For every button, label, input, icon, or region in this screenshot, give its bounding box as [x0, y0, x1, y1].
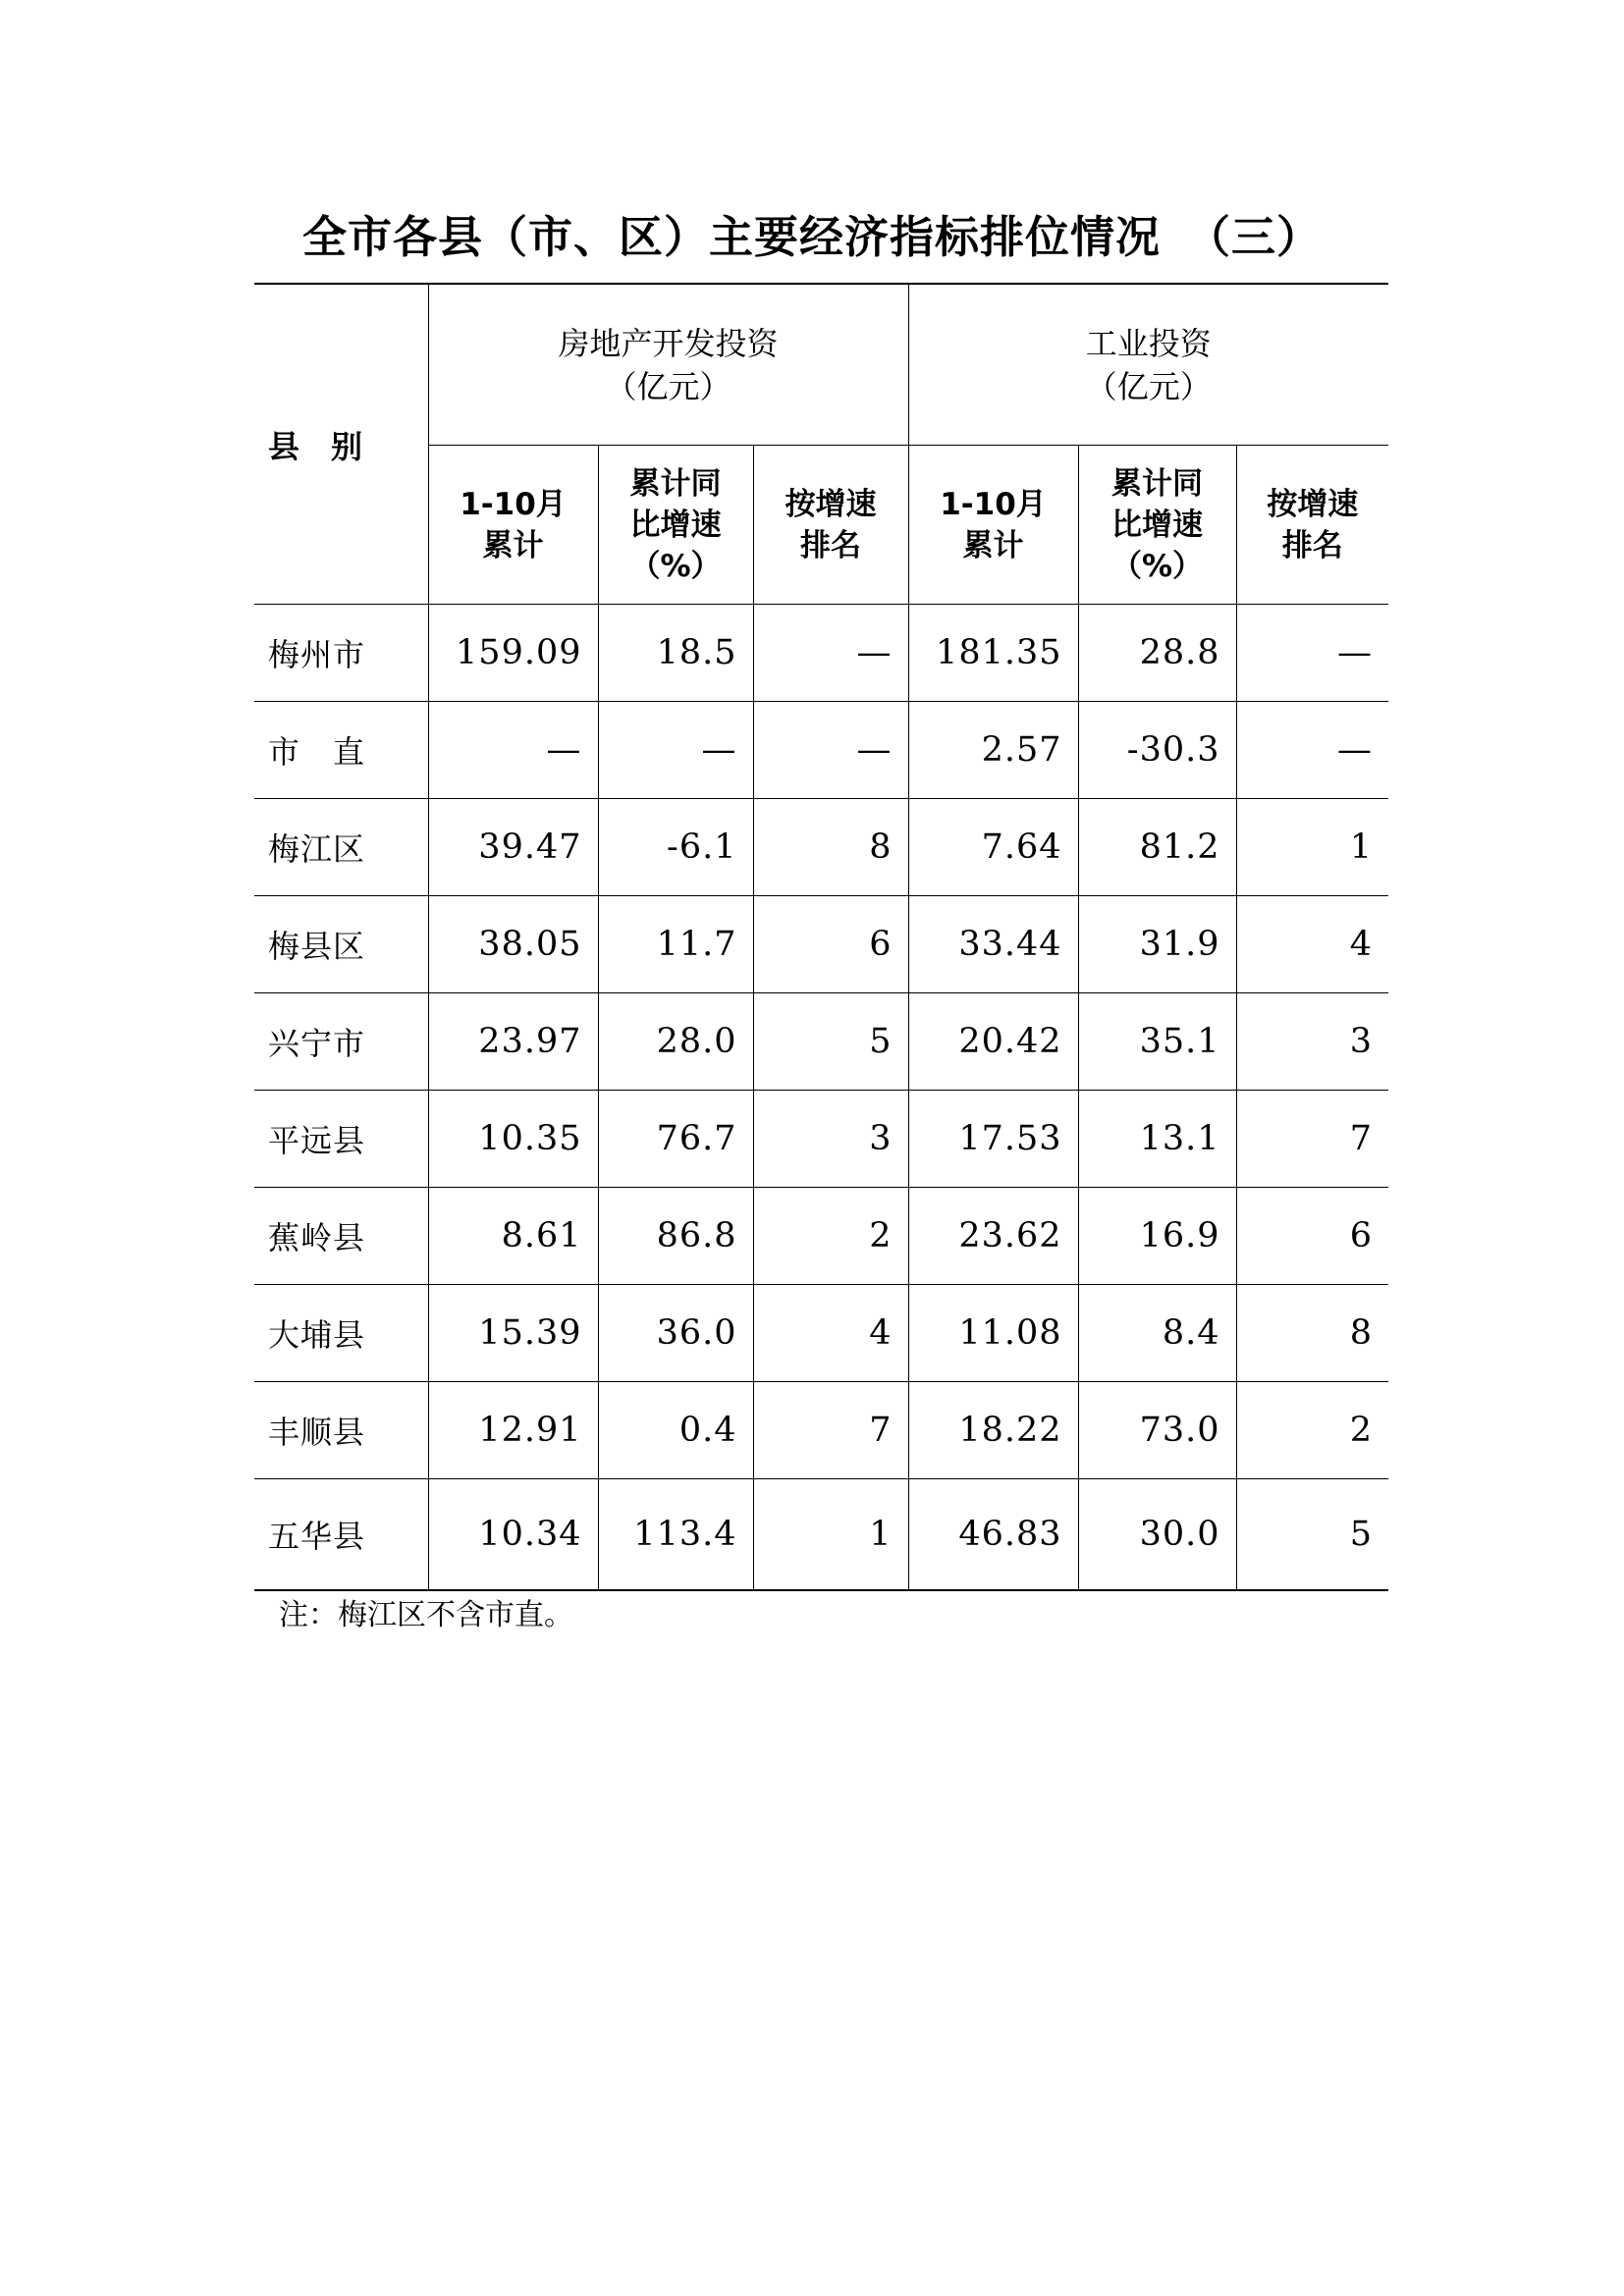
ind-rank-value: 5	[1236, 1479, 1388, 1591]
re-growth-value: —	[598, 702, 753, 799]
sub-header-line: 按增速	[785, 486, 877, 522]
re-cumulative-value: 10.35	[428, 1091, 598, 1188]
re-rank-value: 3	[753, 1091, 908, 1188]
table-row	[254, 993, 1388, 1091]
sub-header-line: 1-10月	[460, 486, 567, 522]
table-row	[254, 1285, 1388, 1382]
sub-header-line: 累计	[482, 527, 544, 563]
table-row	[254, 799, 1388, 896]
county-header-char-2: 别	[331, 427, 365, 465]
ind-rank-value: 8	[1236, 1285, 1388, 1382]
county-name: 蕉岭县	[254, 1188, 428, 1285]
re-rank-value: 4	[753, 1285, 908, 1382]
title-suffix: （三）	[1186, 211, 1323, 263]
page-title	[0, 208, 1624, 267]
sub-header-line: 比增速	[629, 507, 722, 543]
ind-cumulative-value: 17.53	[908, 1091, 1078, 1188]
ind-cumulative-value: 23.62	[908, 1188, 1078, 1285]
county-name: 梅江区	[254, 799, 428, 896]
sub-header-line: 1-10月	[940, 486, 1047, 522]
ind-growth-value: 73.0	[1078, 1382, 1236, 1479]
re-growth-value: -6.1	[598, 799, 753, 896]
re-growth-value: 76.7	[598, 1091, 753, 1188]
ind-growth-value: -30.3	[1078, 702, 1236, 799]
ind-cumulative-value: 46.83	[908, 1479, 1078, 1591]
re-cumulative-value: 10.34	[428, 1479, 598, 1591]
sub-header-line: 累计同	[629, 465, 722, 502]
sub-header-line: 累计	[962, 527, 1024, 563]
ind-growth-value: 28.8	[1078, 605, 1236, 702]
table-row	[254, 1382, 1388, 1479]
sub-header-line: （%）	[629, 548, 722, 584]
ind-growth-value: 30.0	[1078, 1479, 1236, 1591]
re-rank-value: 7	[753, 1382, 908, 1479]
ind-cumulative-value: 11.08	[908, 1285, 1078, 1382]
re-cumulative-value: 8.61	[428, 1188, 598, 1285]
sub-header-line: 累计同	[1111, 465, 1204, 502]
table-footnote: 注：梅江区不含市直。	[279, 1598, 573, 1632]
sub-header-line: 比增速	[1111, 507, 1204, 543]
re-growth-value: 11.7	[598, 896, 753, 993]
ind-rank-value: 6	[1236, 1188, 1388, 1285]
re-growth-value: 36.0	[598, 1285, 753, 1382]
county-column-header	[254, 284, 428, 605]
county-name: 五华县	[254, 1479, 428, 1591]
county-name: 平远县	[254, 1091, 428, 1188]
ind-rank-value: —	[1236, 605, 1388, 702]
county-name: 兴宁市	[254, 993, 428, 1091]
re-growth-value: 113.4	[598, 1479, 753, 1591]
county-name: 丰顺县	[254, 1382, 428, 1479]
ind-cumulative-value: 20.42	[908, 993, 1078, 1091]
re-growth-value: 18.5	[598, 605, 753, 702]
county-name: 市 直	[254, 702, 428, 799]
re-cumulative-value: 159.09	[428, 605, 598, 702]
ind-cumulative-value: 7.64	[908, 799, 1078, 896]
table-row	[254, 605, 1388, 702]
re-rank-value: 6	[753, 896, 908, 993]
re-growth-value: 28.0	[598, 993, 753, 1091]
sub-header-rank	[1236, 446, 1388, 605]
sub-header-line: 排名	[800, 527, 861, 563]
re-rank-value: —	[753, 605, 908, 702]
group-header-industrial	[908, 284, 1388, 446]
ind-growth-value: 16.9	[1078, 1188, 1236, 1285]
ind-growth-value: 31.9	[1078, 896, 1236, 993]
ind-cumulative-value: 18.22	[908, 1382, 1078, 1479]
header-row-groups	[254, 284, 1388, 446]
re-cumulative-value: 15.39	[428, 1285, 598, 1382]
sub-header-growth	[598, 446, 753, 605]
group-header-real-estate	[428, 284, 908, 446]
ind-growth-value: 35.1	[1078, 993, 1236, 1091]
re-rank-value: 8	[753, 799, 908, 896]
ind-cumulative-value: 2.57	[908, 702, 1078, 799]
re-rank-value: —	[753, 702, 908, 799]
table-row	[254, 1479, 1388, 1591]
ind-growth-value: 81.2	[1078, 799, 1236, 896]
re-cumulative-value: 39.47	[428, 799, 598, 896]
ind-rank-value: 2	[1236, 1382, 1388, 1479]
indicator-ranking-table	[254, 283, 1388, 1591]
re-cumulative-value: —	[428, 702, 598, 799]
ind-cumulative-value: 181.35	[908, 605, 1078, 702]
table-row	[254, 1091, 1388, 1188]
group-title-real-estate: 房地产开发投资	[558, 324, 779, 362]
group-unit-industrial: （亿元）	[1085, 367, 1212, 405]
group-unit-real-estate: （亿元）	[605, 367, 731, 405]
re-rank-value: 2	[753, 1188, 908, 1285]
county-name: 梅县区	[254, 896, 428, 993]
ind-cumulative-value: 33.44	[908, 896, 1078, 993]
ind-rank-value: 3	[1236, 993, 1388, 1091]
sub-header-cumulative	[908, 446, 1078, 605]
ind-growth-value: 13.1	[1078, 1091, 1236, 1188]
county-name: 梅州市	[254, 605, 428, 702]
sub-header-rank	[753, 446, 908, 605]
re-rank-value: 1	[753, 1479, 908, 1591]
title-main: 全市各县（市、区）主要经济指标排位情况	[301, 211, 1161, 263]
sub-header-line: （%）	[1110, 548, 1204, 584]
county-header-char-1: 县	[268, 427, 302, 465]
re-rank-value: 5	[753, 993, 908, 1091]
sub-header-cumulative	[428, 446, 598, 605]
re-cumulative-value: 23.97	[428, 993, 598, 1091]
ind-rank-value: 7	[1236, 1091, 1388, 1188]
sub-header-line: 按增速	[1267, 486, 1359, 522]
table-row	[254, 702, 1388, 799]
ind-rank-value: —	[1236, 702, 1388, 799]
county-name: 大埔县	[254, 1285, 428, 1382]
re-growth-value: 86.8	[598, 1188, 753, 1285]
table-row	[254, 896, 1388, 993]
group-title-industrial: 工业投资	[1085, 324, 1212, 362]
ind-rank-value: 1	[1236, 799, 1388, 896]
ind-rank-value: 4	[1236, 896, 1388, 993]
table-row	[254, 1188, 1388, 1285]
re-cumulative-value: 12.91	[428, 1382, 598, 1479]
ind-growth-value: 8.4	[1078, 1285, 1236, 1382]
sub-header-line: 排名	[1281, 527, 1343, 563]
re-cumulative-value: 38.05	[428, 896, 598, 993]
re-growth-value: 0.4	[598, 1382, 753, 1479]
sub-header-growth	[1078, 446, 1236, 605]
